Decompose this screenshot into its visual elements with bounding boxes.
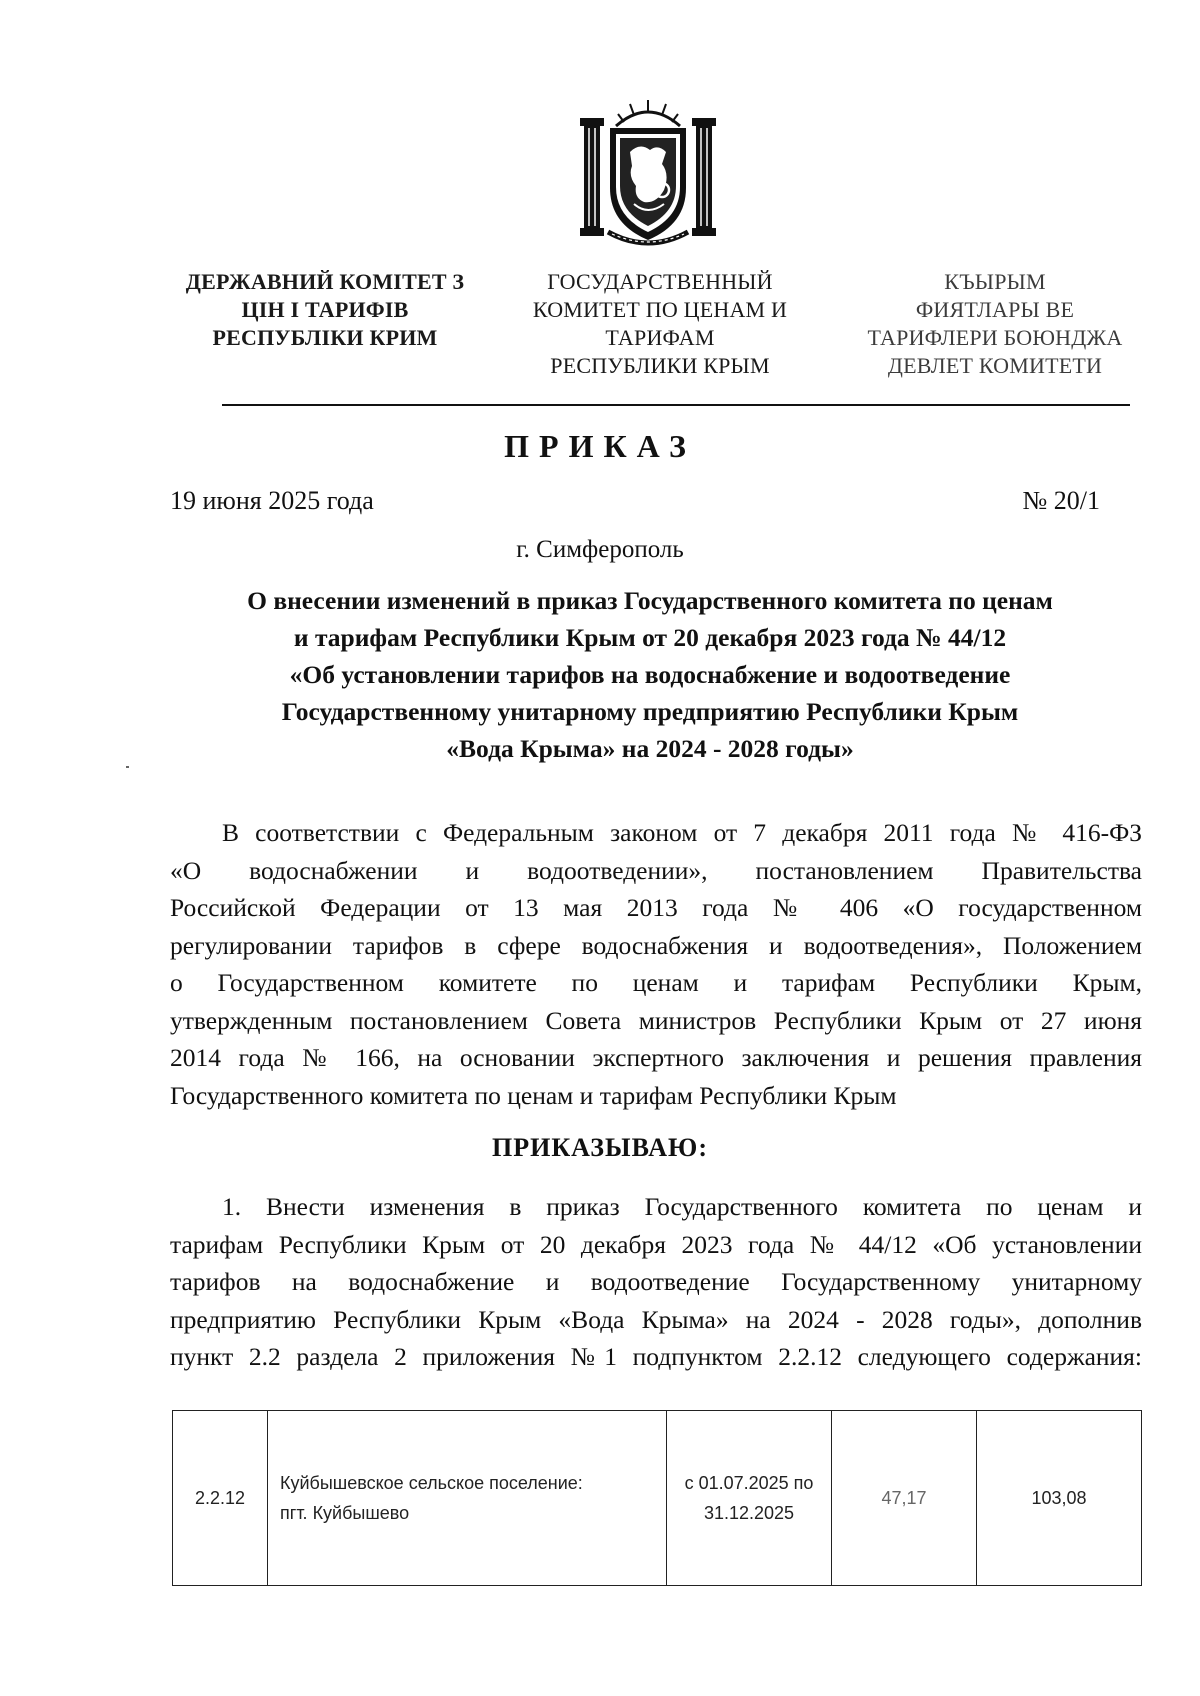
preamble-line: о Государственном комитете по ценам и тарифам Республики Крым, <box>170 968 1142 997</box>
header-ua-line: ДЕРЖАВНИЙ КОМІТЕТ З <box>185 269 465 294</box>
table-row <box>173 1411 1142 1586</box>
preamble-line: Российской Федерации от 13 мая 2013 года № 406 «О государственном <box>170 893 1142 922</box>
header-ua-line: РЕСПУБЛІКИ КРИМ <box>212 325 438 350</box>
cell-tariff-water: 47,17 <box>832 1411 977 1586</box>
period-line: с 01.07.2025 по <box>684 1473 814 1493</box>
header-ru-line: ТАРИФАМ <box>605 325 715 350</box>
order-item-1 <box>170 1188 1142 1376</box>
header-crh-line: ТАРИФЛЕРИ БОЮНДЖА <box>867 325 1123 350</box>
period-line: 31.12.2025 <box>703 1503 795 1523</box>
cell-settlement <box>268 1411 667 1586</box>
preamble-paragraph <box>170 814 1142 1114</box>
preamble-line: регулировании тарифов в сфере водоснабжения и водоотведения», Положением <box>170 930 1142 960</box>
subject-line: Государственному унитарному предприятию Республики Крым <box>281 697 1019 726</box>
header-crh-line: ФИЯТЛАРЫ ВЕ <box>915 297 1075 322</box>
document-number: № 20/1 <box>1022 486 1100 515</box>
cell-period <box>667 1411 832 1586</box>
header-crh-line: КЪЫРЫМ <box>944 269 1046 294</box>
document-date: 19 июня 2025 года <box>170 486 374 515</box>
settlement-line: пгт. Куйбышево <box>280 1503 410 1523</box>
subject-line: О внесении изменений в приказ Государственного комитета по ценам <box>247 586 1053 615</box>
subject-line: «Об установлении тарифов на водоснабжение и водоотведение <box>289 660 1011 689</box>
header-ukrainian <box>175 268 475 352</box>
tariff-table <box>172 1410 1142 1586</box>
header-ru-line: ГОСУДАРСТВЕННЫЙ <box>547 269 773 294</box>
item-line: тарифов на водоснабжение и водоотведение Государственному унитарному <box>170 1267 1142 1296</box>
document-title: ПРИКАЗ <box>504 428 696 464</box>
item-line: предприятию Республики Крым «Вода Крыма» на 2024 - 2028 годы», дополнив <box>170 1304 1142 1334</box>
item-line: пункт 2.2 раздела 2 приложения №1 подпунктом 2.2.12 следующего содержания: <box>170 1342 1142 1371</box>
order-word: ПРИКАЗЫВАЮ: <box>492 1133 708 1162</box>
preamble-line: 2014 года № 166, на основании экспертного заключения и решения правления <box>170 1043 1142 1072</box>
document-subject <box>170 582 1130 767</box>
item-line: 1. Внести изменения в приказ Государственного комитета по ценам и <box>222 1192 1142 1221</box>
preamble-line: утвержденным постановлением Совета министров Республики Крым от 27 июня <box>170 1005 1142 1035</box>
header-divider <box>222 404 1130 406</box>
crimea-coat-of-arms-icon <box>578 92 718 252</box>
header-russian <box>510 268 810 380</box>
settlement-line: Куйбышевское сельское поселение: <box>280 1473 583 1493</box>
header-crh-line: ДЕВЛЕТ КОМИТЕТИ <box>887 353 1103 378</box>
header-ru-line: РЕСПУБЛИКИ КРЫМ <box>550 353 770 378</box>
header-ua-line: ЦІН І ТАРИФІВ <box>241 297 409 322</box>
scan-speck <box>126 766 129 768</box>
preamble-line: Государственного комитета по ценам и тарифам Республики Крым <box>170 1080 897 1110</box>
header-ru-line: КОМИТЕТ ПО ЦЕНАМ И <box>532 297 788 322</box>
subject-line: «Вода Крыма» на 2024 - 2028 годы» <box>446 734 854 763</box>
document-city: г. Симферополь <box>516 536 684 563</box>
header-crimean-tatar <box>845 268 1145 380</box>
preamble-line: «О водоснабжении и водоотведении», постановлением Правительства <box>170 855 1142 885</box>
subject-line: и тарифам Республики Крым от 20 декабря 2023 года № 44/12 <box>293 623 1007 652</box>
cell-item-number: 2.2.12 <box>173 1411 268 1586</box>
item-line: тарифам Республики Крым от 20 декабря 2023 года № 44/12 «Об установлении <box>170 1229 1142 1259</box>
preamble-line: В соответствии с Федеральным законом от 7 декабря 2011 года № 416-ФЗ <box>222 818 1142 847</box>
cell-tariff-sewer: 103,08 <box>977 1411 1142 1586</box>
